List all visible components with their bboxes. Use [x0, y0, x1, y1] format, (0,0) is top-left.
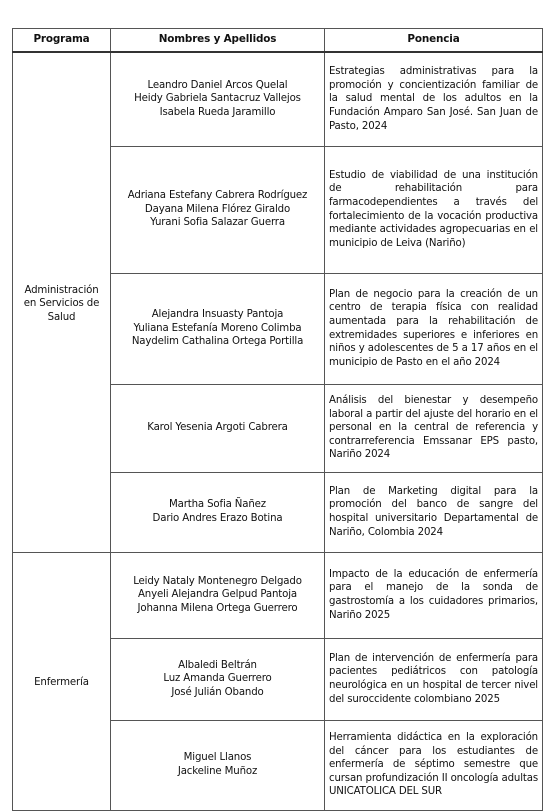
ponencia-title: Estrategias administrativas para la promoción y concientización familiar de la salud mental de los adultos en la Fundación Amparo San José. San Juan de Pasto, 2024 [329, 66, 538, 132]
nombres-cell [111, 52, 325, 146]
nombres-cell [111, 146, 325, 273]
author-name: Leidy Nataly Montenegro Delgado [133, 575, 302, 587]
author-name: Dario Andres Erazo Botina [152, 513, 283, 524]
programa-cell: Administración en Servicios de Salud [13, 52, 111, 552]
table-row [13, 552, 543, 638]
author-name: Albaledi Beltrán [178, 659, 257, 671]
author-name: Heidy Gabriela Santacruz Vallejos [134, 93, 301, 105]
nombres-cell [111, 720, 325, 810]
nombres-cell [111, 472, 325, 552]
ponencia-cell [325, 720, 543, 810]
ponencia-title: Plan de negocio para la creación de un centro de terapia física con realidad aumentada para la rehabilitación de extremidades superiores e inferiores en niños y adolescentes de 5 a 17 años en el municipio de Pasto en el año 2024 [329, 288, 538, 368]
ponencia-cell [325, 472, 543, 552]
ponencia-cell [325, 146, 543, 273]
header-ponencia: Ponencia [325, 29, 543, 53]
author-name: Anyeli Alejandra Gelpud Pantoja [137, 589, 297, 601]
author-name: Adriana Estefany Cabrera Rodríguez [127, 190, 308, 202]
author-name: Yuliana Estefanía Moreno Colimba [133, 322, 302, 334]
author-name: Martha Sofia Ñañez [169, 499, 266, 511]
ponencia-title: Impacto de la educación de enfermería para el manejo de la sonda de gastrostomía a los cuidadores primarios, Nariño 2025 [329, 568, 538, 621]
author-name: Isabela Rueda Jaramillo [159, 107, 276, 119]
ponencia-title: Análisis del bienestar y desempeño laboral a partir del ajuste del horario en el personal en la central de referencia y contrarreferencia Emssanar EPS pasto, Nariño 2024 [329, 395, 538, 461]
ponencia-cell [325, 552, 543, 638]
table-row [13, 52, 543, 146]
author-name: Alejandra Insuasty Pantoja [151, 309, 284, 321]
ponencia-cell [325, 638, 543, 720]
ponencia-cell [325, 273, 543, 384]
ponencia-cell [325, 384, 543, 472]
table-body [13, 52, 543, 810]
author-name: Johanna Milena Ortega Guerrero [137, 602, 298, 614]
ponencia-title: Estudio de viabilidad de una institución de rehabilitación para farmacodependientes a través del fortalecimiento de la vocación productiva mediante actividades agropecuarias en el municipio de Leiva (Nariño) [329, 169, 538, 249]
programa-cell: Enfermería [13, 552, 111, 810]
author-name: Naydelim Cathalina Ortega Portilla [131, 336, 304, 348]
ponencia-title: Plan de intervención de enfermería para pacientes pediátricos con patología neurológica en un hospital de tercer nivel del suroccidente colombiano 2025 [329, 652, 538, 705]
author-name: Miguel Llanos [183, 752, 252, 764]
nombres-cell [111, 638, 325, 720]
header-programa: Programa [13, 29, 111, 53]
author-name: Leandro Daniel Arcos Quelal [147, 79, 288, 91]
nombres-cell [111, 273, 325, 384]
header-nombres: Nombres y Apellidos [111, 29, 325, 53]
ponencia-cell [325, 52, 543, 146]
author-name: Luz Amanda Guerrero [163, 673, 272, 685]
author-name: Jackeline Muñoz [177, 766, 258, 777]
author-name: Karol Yesenia Argoti Cabrera [147, 422, 288, 434]
table-header-row [13, 29, 543, 53]
nombres-cell [111, 384, 325, 472]
nombres-cell [111, 552, 325, 638]
author-name: Yurani Sofia Salazar Guerra [150, 217, 285, 229]
author-name: Dayana Milena Flórez Giraldo [144, 203, 291, 215]
ponencia-title: Plan de Marketing digital para la promoción del banco de sangre del hospital universitario Departamental de Nariño, Colombia 2024 [329, 485, 538, 538]
author-name: José Julián Obando [171, 686, 264, 698]
ponencia-title: Herramienta didáctica en la exploración del cáncer para los estudiantes de enfermería de séptimo semestre que cursan profundización II oncología adultas UNICATOLICA DEL SUR [329, 732, 538, 798]
ponencias-table [12, 28, 543, 811]
